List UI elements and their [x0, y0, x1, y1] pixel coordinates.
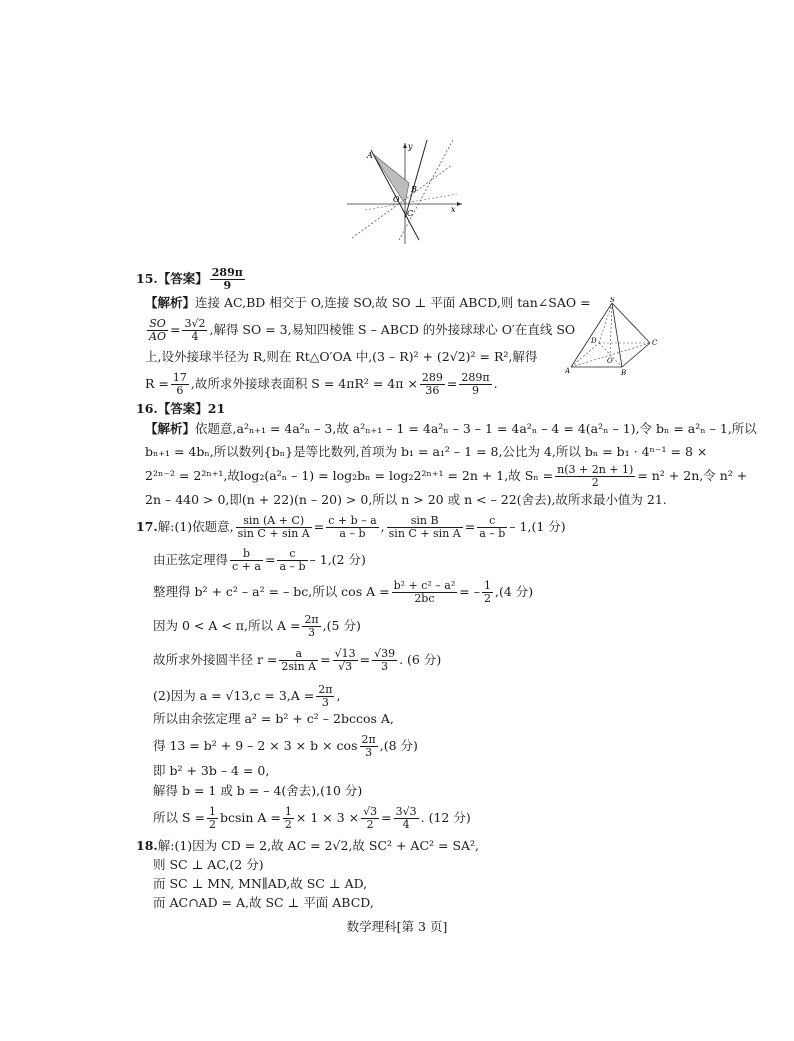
label-y: y	[408, 142, 413, 151]
q17-line-7: 所以由余弦定理 a² = b² + c² – 2bccos A,	[153, 711, 394, 726]
q17-line-9: 即 b² + 3b – 4 = 0,	[153, 763, 270, 778]
q15-analysis-line-2: $\frac{SO}{AO}$ = $\frac{3√2}{4}$ ,解得 SO = 3,易知四棱锥 S – ABCD 的外接球球心 O′在直线 SO	[149, 317, 576, 343]
q18-line-3: 而 SC ⊥ MN, MN∥AD,故 SC ⊥ AD,	[153, 876, 368, 891]
q15-analysis-line-4: R = $\frac{17}{6}$ ,故所求外接球表面积 S = 4πR² = 4π × $\frac{289}{36}$ = $\frac{289\pi}{9}$ .	[145, 371, 498, 397]
q16-analysis-line-4: 2n – 440 > 0,即(n + 22)(n – 20) > 0,所以 n > 20 或 n < – 22(舍去),故所求最小值为 21.	[145, 492, 667, 507]
label-a: A	[367, 151, 373, 160]
q17-line-3: 整理得 b² + c² – a² = – bc,所以 cos A = $\frac{\text{b² + c² – a²}}{2bc}$ = – $\frac{1}{2}$ ,(4 分)	[153, 579, 534, 605]
q16-analysis-line-1: 【解析】依题意,a²ₙ₊₁ = 4a²ₙ – 3,故 a²ₙ₊₁ – 1 = 4a²ₙ – 3 – 1 = 4a²ₙ – 4 = 4(a²ₙ – 1),令 bₙ = a²ₙ – 1,所以	[145, 421, 757, 436]
q18-line-4: 而 AC∩AD = A,故 SC ⊥ 平面 ABCD,	[153, 895, 374, 910]
q16-number: 16.	[136, 401, 158, 416]
label-x: x	[451, 205, 456, 214]
q15-answer-tag: 【答案】	[157, 271, 208, 286]
pyramid-figure	[565, 297, 665, 377]
q17-line-8: 得 13 = b² + 9 – 2 × 3 × b × cos $\frac{2\pi}{3}$ ,(8 分)	[153, 733, 418, 759]
q15-analysis-tag: 【解析】	[145, 295, 196, 310]
label-c: C	[407, 209, 414, 218]
q16-analysis-line-3: 2²ⁿ⁻² = 2²ⁿ⁺¹,故log₂(a²ₙ – 1) = log₂bₙ = log₂2²ⁿ⁺¹ = 2n + 1,故 Sₙ = $\frac{n(3 + 2n + 1)}{2}$ = n² + 2n,令 n² +	[145, 463, 748, 489]
q16-analysis-tag: 【解析】	[145, 421, 196, 436]
label-o3d: O	[607, 357, 613, 365]
q15-analysis-line-3: 上,设外接球半径为 R,则在 Rt△O′OA 中,(3 – R)² + (2√2)² = R²,解得	[145, 349, 538, 364]
q17-line-10: 解得 b = 1 或 b = – 4(舍去),(10 分)	[153, 783, 363, 798]
q18-line-2: 则 SC ⊥ AC,(2 分)	[153, 857, 264, 872]
label-d: D	[591, 337, 597, 345]
q16-answer-tag: 【答案】	[157, 401, 208, 416]
q15-answer-row	[136, 267, 247, 292]
label-c3d: C	[652, 339, 658, 347]
q17-line-11: 所以 S = $\frac{1}{2}$ bcsin A = $\frac{1}{2}$ × 1 × 3 × $\frac{√3}{2}$ = $\frac{3√3}{4}$ . (12 分)	[153, 805, 471, 831]
q17-line-6: (2)因为 a = √13,c = 3,A = $\frac{2\pi}{3}$ ,	[153, 683, 341, 709]
q17-line-2: 由正弦定理得 $\frac{b}{c + a}$ = $\frac{c}{a - b}$ – 1,(2 分)	[153, 547, 366, 573]
label-o: O	[393, 195, 400, 204]
q15-number: 15.	[136, 271, 158, 286]
page-footer: 数学理科[第 3 页]	[346, 919, 448, 934]
q15-analysis-line-1: 【解析】连接 AC,BD 相交于 O,连接 SO,故 SO ⊥ 平面 ABCD,则 tan∠SAO =	[145, 295, 591, 310]
q18-line-1: 18.解:(1)因为 CD = 2,故 AC = 2√2,故 SC² + AC² = SA²,	[136, 838, 480, 853]
q15-answer-fraction: $\frac{289\pi}{9}$	[211, 266, 243, 292]
q18-number: 18.	[136, 838, 158, 853]
q17-line-4: 因为 0 < A < π,所以 A = $\frac{2\pi}{3}$ ,(5 分)	[153, 613, 361, 639]
q17-number: 17.	[136, 519, 158, 534]
q16-answer: 21	[207, 401, 226, 416]
label-b3d: B	[621, 369, 627, 377]
q17-line-1: 17.解:(1)依题意, $\frac{\sin (A + C)}{\text{sin C + sin A}}$ = $\frac{c + b - a}{a - b}$ , $\frac{\text{sin B}}{\text{sin C + sin A}}$ = $\frac{c}{a - b}$ – 1,(1 分)	[136, 514, 566, 540]
label-b: B	[411, 185, 417, 194]
q17-line-5: 故所求外接圆半径 r = $\frac{a}{\text{2sin A}}$ = $\frac{√13}{√3}$ = $\frac{√39}{3}$ . (6 分)	[153, 647, 442, 673]
label-a3d: A	[565, 367, 571, 375]
linear-programming-figure	[347, 140, 467, 245]
q16-analysis-line-2: bₙ₊₁ = 4bₙ,所以数列{bₙ}是等比数列,首项为 b₁ = a₁² – 1 = 8,公比为 4,所以 bₙ = b₁ · 4ⁿ⁻¹ = 8 ×	[145, 444, 708, 459]
label-s: S	[610, 297, 615, 304]
q16-answer-row	[136, 400, 225, 418]
